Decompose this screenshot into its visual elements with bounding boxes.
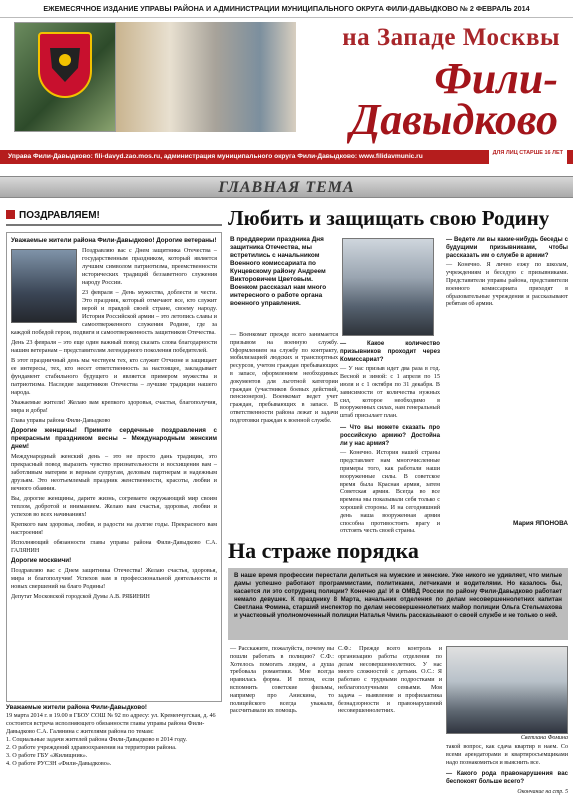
square-bullet-icon	[6, 210, 15, 219]
announcement-item: 4. О работе РУСЗН «Фили-Давыдково».	[6, 760, 112, 767]
masthead-title-line1: Фили-	[434, 54, 558, 103]
paragraph: День 23 февраля – это еще один важный повод сказать слова благодарности нашим ветеранам – представителям легендарного поколения победителей.	[11, 339, 217, 354]
congratulations-heading: ПОЗДРАВЛЯЕМ!	[6, 210, 222, 226]
district-photo-collage	[116, 22, 296, 132]
masthead-title-line2: Давыдково	[350, 95, 558, 144]
article-column: — Военкомат прежде всего занимается призывом на военную службу. Оформлением на службу по контракту, мобилизацией людских и транспортных ресурсов, учетом граждан пребывающих в запасе, оформлением необходимых документов для льготной категории граждан (участников боевых действий, пенсионеров). Военкомат ведет учет граждан, пребывающих в запасе. В ответственности района лежат и задачи подготовки граждан к военной службе.	[230, 332, 338, 424]
announcement-item: 1. Социальные задачи жителей района Фили-Давыдково в 2014 году.	[6, 736, 187, 743]
article-headline: Любить и защищать свою Родину	[228, 206, 550, 230]
announcement-heading: Уважаемые жители района Фили-Давыдково!	[6, 704, 147, 711]
announcement-item: 2. О работе учреждений здравоохранения на территории района.	[6, 744, 177, 751]
age-rating-badge: ДЛЯ ЛИЦ СТАРШЕ 16 ЛЕТ	[489, 150, 567, 164]
article2-column: — Расскажите, пожалуйста, почему вы пошли работать в полицию? С.Ф.: Хотелось помогать людям, а душа требовала романтики. Мне всегда нравилась форма. И потом, если вспомнить советские фильмы, например про Анискина, то полицейского всегда уважали, рассчитывали их помощь.	[230, 646, 334, 715]
signature: Депутат Московской городской Думы А.В. РЯБИНИН	[11, 594, 150, 600]
interview-photo	[342, 238, 434, 336]
meeting-announcement	[6, 704, 222, 802]
womens-day-heading: Дорогие женщины! Примите сердечные поздравления с прекрасным праздником весны – Международным женским днем!	[11, 427, 217, 450]
masthead-topline: ЕЖЕМЕСЯЧНОЕ ИЗДАНИЕ УПРАВЫ РАЙОНА И АДМИНИСТРАЦИИ МУНИЦИПАЛЬНОГО ОКРУГА ФИЛИ-ДАВЫДКОВО № 2 ФЕВРАЛЬ 2014	[0, 0, 573, 18]
section-banner	[0, 176, 573, 198]
photo-caption: Светлана Фомина	[520, 735, 568, 741]
portrait-photo	[11, 249, 77, 323]
greeting: Уважаемые жители района Фили-Давыдково! Дорогие ветераны!	[11, 237, 217, 244]
paragraph: Международный женский день – это не просто дань традиции, это прекрасный повод выразить чувство признательности и восхищения вам – заботливым матерям и верным супругам, деловым партнерам и надежным друзьям. Это неотъемлемый праздник женственности, красоты, любви и вечного обаяния.	[11, 453, 217, 492]
signature: Исполняющий обязанности главы управы района Фили-Давыдково С.А. ГАЛЯНИН	[11, 540, 217, 554]
announcement-item: 3. О работе ГБУ «Жилищник».	[6, 752, 88, 759]
article-lead: В преддверии праздника Дня защитника Отечества, мы встретились с начальником Военного комиссариата по Кунцевскому району Андреем Викторовичем Цветовым. Военком рассказал нам много интересного о работе органа военного управления.	[230, 236, 327, 307]
websites-bar: Управа Фили-Давыдково: fili-davyd.zao.mos.ru, администрация муниципального округа Фили-Давыдково: www.filidavmunic.ru	[0, 150, 573, 164]
congratulations-box	[6, 232, 222, 702]
paragraph: Крепкого вам здоровья, любви, и радости на долгие годы. Прекрасного вам настроения!	[11, 521, 217, 536]
continued-note: Окончание на стр. 5	[517, 788, 568, 795]
paragraph: 23 февраля – День мужества, доблести и чести. Это праздник, который отмечают все, кто служит верой и правдой своей стране, своему народу. История Российской армии – это летопись славы и самоотверженного служения Родине, где за каждой победой герои, подвиги и самоотверженность защитников Отечества.	[11, 289, 217, 336]
paragraph: Уважаемые жители! Желаю вам крепкого здоровья, счастья, благополучия, мира и добра!	[11, 399, 217, 414]
article-column: — Ведете ли вы какие-нибудь беседы с будущими призывниками, чтобы рассказать им о службе в армии? — Конечно. Я лично езжу по школам, учреждениям и беседую с призывниками. Представители управы района, представители военного комиссариата приходят в образовательные учреждения и рассказывают ребятам об армии.	[446, 236, 568, 308]
paragraph: В этот праздничный день мы чествуем тех, кто служит Отчизне и защищает ее интересы, тех, кто несет ответственность за настоящее, закладывает фундамент стабильного будущего и является примером мужества и патриотизма. Наследие защитников Отечества – лучшие традиции нашего народа.	[11, 357, 217, 396]
coat-of-arms-icon	[38, 32, 92, 98]
paragraph: Вы, дорогие женщины, дарите жизнь, согреваете окружающий мир своим теплом, добротой и вниманием. Желаю вам счастья, здоровья, любви и успехов во всех начинаниях!	[11, 495, 217, 518]
masthead-subtitle: на Западе Москвы	[342, 24, 560, 51]
article2-lead: В наше время профессии перестали делиться на мужские и женские. Уже никого не удивляет, что милые дамы успешно работают программистами, политиками, летчиками и водителями. Но казалось бы, касается ли это сотрудниц полиции? Конечно да! И в ОМВД России по району Фили-Давыдково работает немало девушек. К празднику 8 Марта, начальник отделения по делам несовершеннолетних капитан Светлана Фомина, старший инспектор по делам несовершеннолетних майор полиции Ольга Стельмахова и участковый уполномоченный полиции Наталья Чмиль рассказывают о своей службе и не только о ней.	[228, 568, 568, 640]
article2-column: такой вопрос, как сдача квартир в наем. Со всеми арендаторами и квартиросъемщиками надо познакомиться и выяснить все. — Какого рода правонарушения вас беспокоят больше всего? Окончание на стр. 5	[446, 744, 568, 795]
article-column: — Какое количество призывников проходит через Комиссариат? — У нас призыв идет два раза в год. Весной и зимой: с 1 апреля по 15 июля и с 1 октября по 31 декабря. В зависимости от количества нужных сил, которое необходимо в вооруженных силах, нам генеральный штаб присылает план. — Что вы можете сказать про российскую армию? Достойна ли у нас армия? — Конечно. История нашей страны представляет нам многочисленные примеры того, как работали наши вооруженные силы. В советское время была Красная армия, затем Советская армия. Всегда во все времена мы показывали себя только с хорошей стороны. И на сегодняшний день наша вооруженная армия способна противостоять врагу и отстоять честь своей страны.	[340, 340, 440, 535]
signature: Глава управы района Фили-Давыдково	[11, 418, 111, 424]
muscovites-heading: Дорогие москвичи!	[11, 557, 72, 564]
announcement-text: 19 марта 2014 г. в 19.00 в ГБОУ СОШ № 92 по адресу: ул. Кременчугская, д. 46 состоится встреча исполняющего обязанности главы управы района Фили-Давыдково С.А. Галянина с жителями района по темам:	[6, 712, 216, 735]
officer-photo	[446, 646, 568, 734]
paragraph: Поздравляю вас с Днем защитника Отечества! Желаю счастья, здоровья, мира и благополучия! Успехов вам в профессиональной деятельности и новых свершений на благо Родины!	[11, 567, 217, 590]
article-author: Мария ЯПОНОВА	[513, 520, 568, 527]
article2-headline: На страже порядка	[228, 538, 419, 563]
section-title: ГЛАВНАЯ ТЕМА	[218, 179, 355, 196]
article2-column: С.Ф.: Прежде всего контроль и организацию работы отделения по делам несовершеннолетних. У нас много сложностей с детьми. О.С.: Я работаю с трудными подростками и неблагополучными семьями. Моя задача – выявление и профилактика безнадзорности и правонарушений несовершеннолетних.	[338, 646, 442, 715]
paragraph: Поздравляю вас с Днем защитника Отечества – государственным праздником, который является лучшим символом патриотизма, преемственности исторических традиций беззаветного служения народу России.	[82, 247, 217, 286]
